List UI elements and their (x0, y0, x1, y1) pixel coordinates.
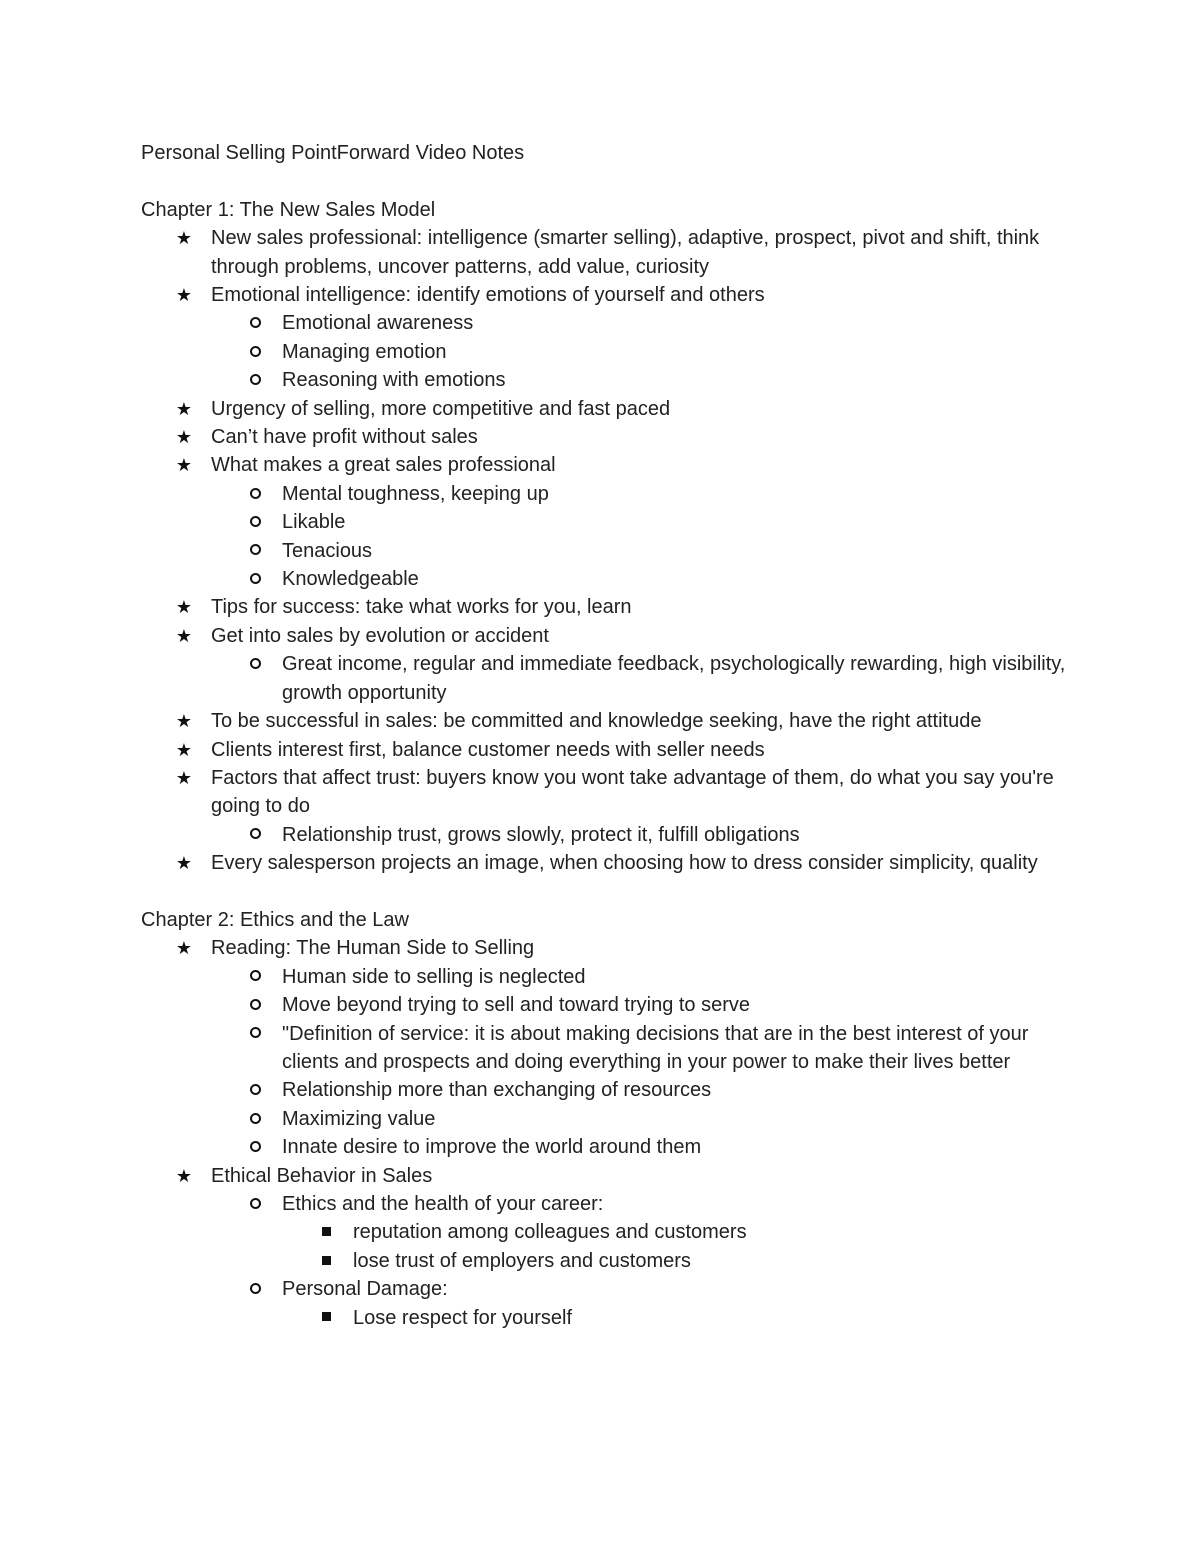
circle-bullet-icon (240, 821, 270, 849)
circle-bullet-icon (240, 1020, 270, 1048)
star-bullet-icon: ★ (175, 228, 193, 249)
list-item-text: Lose respect for yourself (353, 1306, 572, 1329)
circle-bullet-icon (240, 537, 270, 565)
circle-bullet-icon (240, 1133, 270, 1161)
star-bullet-icon: ★ (175, 285, 193, 306)
list-item (141, 1105, 1071, 1133)
list-item-text: Get into sales by evolution or accident (211, 624, 549, 647)
star-bullet-icon: ★ (175, 427, 193, 448)
circle-bullet-icon (240, 366, 270, 394)
list-item (141, 1190, 1071, 1218)
bullet-list-level-2 (141, 480, 1071, 594)
chapter-section (141, 906, 1071, 1332)
list-item (141, 934, 1071, 962)
list-item (141, 963, 1071, 991)
chapter-heading: Chapter 1: The New Sales Model (141, 198, 436, 221)
list-item (141, 1133, 1071, 1161)
bullet-list-level-2 (141, 1190, 1071, 1332)
list-item (141, 338, 1071, 366)
list-item-text: Mental toughness, keeping up (282, 482, 549, 505)
list-item (141, 1218, 1071, 1246)
star-bullet-icon: ★ (175, 711, 193, 732)
list-item (141, 707, 1071, 735)
list-item-text: Reasoning with emotions (282, 369, 506, 392)
square-bullet-icon (311, 1247, 341, 1275)
list-item (141, 366, 1071, 394)
circle-bullet-icon (240, 480, 270, 508)
star-bullet-icon: ★ (175, 625, 193, 646)
list-item-text: Human side to selling is neglected (282, 965, 586, 988)
circle-bullet-icon (240, 1275, 270, 1303)
list-item (141, 593, 1071, 621)
list-item (141, 508, 1071, 536)
bullet-list-level-3 (141, 1218, 1071, 1275)
list-item (141, 849, 1071, 877)
circle-bullet-icon (240, 309, 270, 337)
square-bullet-icon (311, 1218, 341, 1246)
list-item (141, 1275, 1071, 1303)
list-item-text: New sales professional: intelligence (smarter selling), adaptive, prospect, pivot and shift, think through problems, uncover patterns, add value, curiosity (211, 227, 1040, 278)
list-item (141, 395, 1071, 423)
star-bullet-icon: ★ (175, 739, 193, 760)
list-item-text: Innate desire to improve the world around them (282, 1136, 702, 1159)
bullet-list-level-3 (141, 1304, 1071, 1332)
circle-bullet-icon (240, 991, 270, 1019)
circle-bullet-icon (240, 650, 270, 678)
list-item-text: Relationship trust, grows slowly, protect it, fulfill obligations (282, 823, 800, 846)
list-item (141, 1304, 1071, 1332)
list-item (141, 480, 1071, 508)
document-content (141, 139, 1071, 1332)
list-item-text: Move beyond trying to sell and toward trying to serve (282, 994, 751, 1017)
list-item-text: reputation among colleagues and customers (353, 1221, 747, 1244)
list-item-text: Urgency of selling, more competitive and fast paced (211, 397, 671, 420)
list-item-text: Relationship more than exchanging of resources (282, 1079, 712, 1102)
list-item (141, 1162, 1071, 1190)
star-bullet-icon: ★ (175, 398, 193, 419)
bullet-list-level-2 (141, 650, 1071, 707)
list-item (141, 224, 1071, 281)
list-item-text: Ethical Behavior in Sales (211, 1164, 433, 1187)
bullet-list-level-2 (141, 821, 1071, 849)
list-item-text: Emotional awareness (282, 312, 474, 335)
list-item-text: "Definition of service: it is about making decisions that are in the best interest of your clients and prospects and doing everything in your power to make their lives better (282, 1022, 1029, 1073)
list-item-text: Clients interest first, balance customer needs with seller needs (211, 738, 765, 761)
list-item (141, 821, 1071, 849)
star-bullet-icon: ★ (175, 597, 193, 618)
list-item (141, 1076, 1071, 1104)
list-item (141, 650, 1071, 707)
circle-bullet-icon (240, 963, 270, 991)
circle-bullet-icon (240, 508, 270, 536)
circle-bullet-icon (240, 1105, 270, 1133)
list-item-text: lose trust of employers and customers (353, 1249, 691, 1272)
star-bullet-icon: ★ (175, 767, 193, 788)
list-item (141, 1020, 1071, 1077)
chapters (141, 196, 1071, 1332)
circle-bullet-icon (240, 338, 270, 366)
document-title: Personal Selling PointForward Video Notes (141, 142, 525, 164)
list-item-text: Ethics and the health of your career: (282, 1193, 604, 1215)
star-bullet-icon: ★ (175, 1165, 193, 1186)
list-item (141, 991, 1071, 1019)
bullet-list-level-2 (141, 963, 1071, 1162)
circle-bullet-icon (240, 565, 270, 593)
chapter-section (141, 196, 1071, 906)
list-item-text: Tips for success: take what works for you, learn (211, 596, 632, 619)
list-item-text: Likable (282, 511, 346, 534)
list-item-text: Great income, regular and immediate feedback, psychologically rewarding, high visibility, growth opportunity (282, 653, 1066, 704)
circle-bullet-icon (240, 1076, 270, 1104)
list-item-text: Maximizing value (282, 1107, 436, 1130)
list-item-text: Every salesperson projects an image, when choosing how to dress consider simplicity, quality (211, 852, 1038, 875)
list-item (141, 565, 1071, 593)
list-item (141, 764, 1071, 821)
bullet-list-level-2 (141, 309, 1071, 394)
list-item (141, 736, 1071, 764)
list-item (141, 1247, 1071, 1275)
spacer (141, 878, 1071, 906)
list-item (141, 622, 1071, 650)
list-item-text: Emotional intelligence: identify emotions of yourself and others (211, 284, 765, 307)
list-item-text: Managing emotion (282, 340, 447, 363)
circle-bullet-icon (240, 1190, 270, 1218)
list-item-text: Can’t have profit without sales (211, 426, 478, 449)
bullet-list-level-1 (141, 224, 1071, 877)
spacer (141, 167, 1071, 195)
list-item-text: What makes a great sales professional (211, 454, 556, 477)
list-item-text: Personal Damage: (282, 1278, 448, 1301)
star-bullet-icon: ★ (175, 853, 193, 874)
list-item (141, 537, 1071, 565)
list-item (141, 423, 1071, 451)
list-item (141, 281, 1071, 309)
bullet-list-level-1 (141, 934, 1071, 1332)
star-bullet-icon: ★ (175, 938, 193, 959)
list-item-text: Factors that affect trust: buyers know you wont take advantage of them, do what you say you're going to do (211, 766, 1054, 818)
list-item-text: Reading: The Human Side to Selling (211, 937, 535, 960)
list-item-text: Tenacious (282, 539, 373, 562)
list-item (141, 309, 1071, 337)
list-item-text: To be successful in sales: be committed and knowledge seeking, have the right attitude (211, 710, 982, 733)
square-bullet-icon (311, 1304, 341, 1332)
list-item-text: Knowledgeable (282, 568, 419, 591)
chapter-heading: Chapter 2: Ethics and the Law (141, 908, 409, 931)
star-bullet-icon: ★ (175, 455, 193, 476)
list-item (141, 451, 1071, 479)
